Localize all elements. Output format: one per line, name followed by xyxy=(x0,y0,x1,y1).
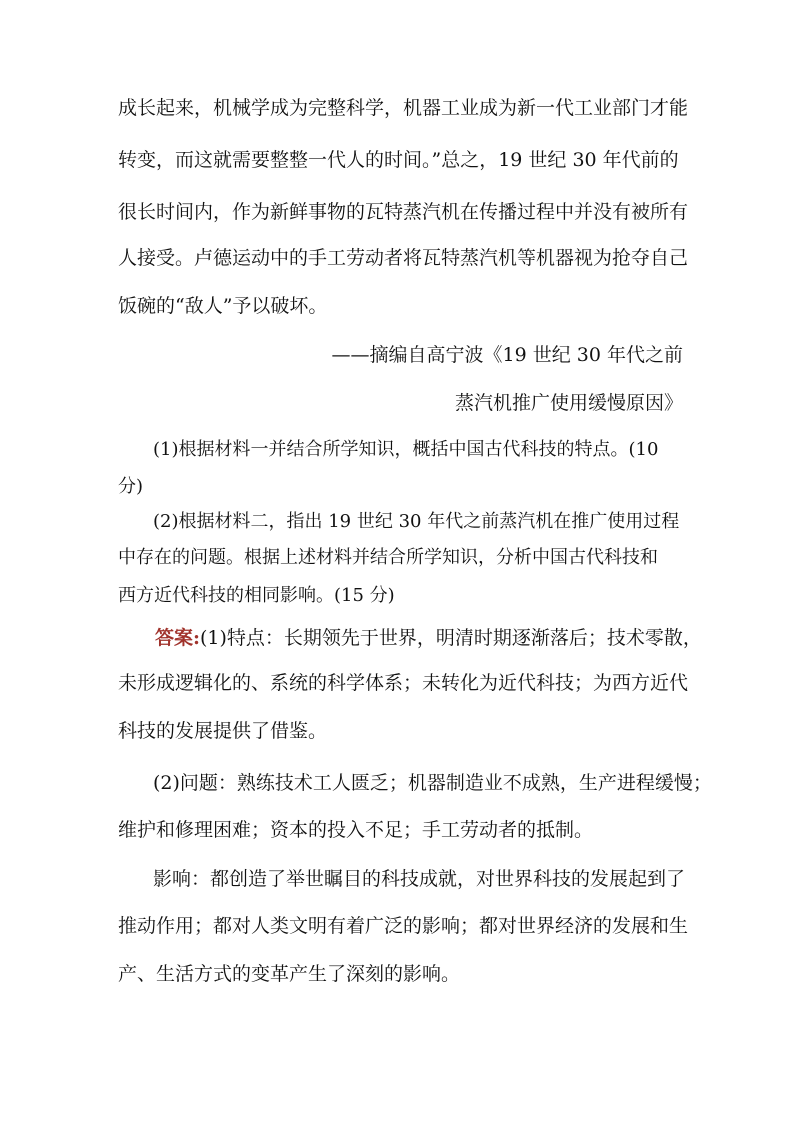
source-citation: ——摘编自高宁波《19 世纪 30 年代之前 xyxy=(331,344,683,366)
material-line: 人接受。卢德运动中的手工劳动者将瓦特蒸汽机等机器视为抢夺自己 xyxy=(118,247,689,269)
answer-1 xyxy=(155,625,702,651)
material-line: 成长起来，机械学成为完整科学，机器工业成为新一代工业部门才能 xyxy=(118,97,689,119)
answer-label: 答案: xyxy=(155,627,201,649)
answer-2: (2)问题：熟练技术工人匮乏；机器制造业不成熟，生产进程缓慢； xyxy=(153,772,712,794)
source-citation: 蒸汽机推广使用缓慢原因》 xyxy=(454,392,683,414)
question-1-cont: 分) xyxy=(118,476,144,497)
answer-2-cont: 维护和修理困难；资本的投入不足；手工劳动者的抵制。 xyxy=(118,819,594,841)
answer-1-text: (1)特点：长期领先于世界，明清时期逐渐落后；技术零散， xyxy=(200,627,702,649)
answer-1-cont: 未形成逻辑化的、系统的科学体系；未转化为近代科技；为西方近代 xyxy=(118,672,689,694)
question-2-cont: 中存在的问题。根据上述材料并结合所学知识，分析中国古代科技和 xyxy=(118,547,658,568)
material-line: 饭碗的“敌人”予以破坏。 xyxy=(118,295,328,317)
material-line: 转变，而这就需要整整一代人的时间。”总之，19 世纪 30 年代前的 xyxy=(118,149,679,171)
material-line: 很长时间内，作为新鲜事物的瓦特蒸汽机在传播过程中并没有被所有 xyxy=(118,201,689,223)
answer-3-cont: 产、生活方式的变革产生了深刻的影响。 xyxy=(118,963,461,985)
question-2: (2)根据材料二，指出 19 世纪 30 年代之前蒸汽机在推广使用过程 xyxy=(153,511,680,532)
answer-1-cont: 科技的发展提供了借鉴。 xyxy=(118,720,328,742)
question-1: (1)根据材料一并结合所学知识，概括中国古代科技的特点。(10 xyxy=(153,439,659,460)
answer-3-cont: 推动作用；都对人类文明有着广泛的影响；都对世界经济的发展和生 xyxy=(118,915,689,937)
question-2-cont: 西方近代科技的相同影响。(15 分) xyxy=(118,585,395,606)
answer-3: 影响：都创造了举世瞩目的科技成就，对世界科技的发展起到了 xyxy=(153,868,686,890)
